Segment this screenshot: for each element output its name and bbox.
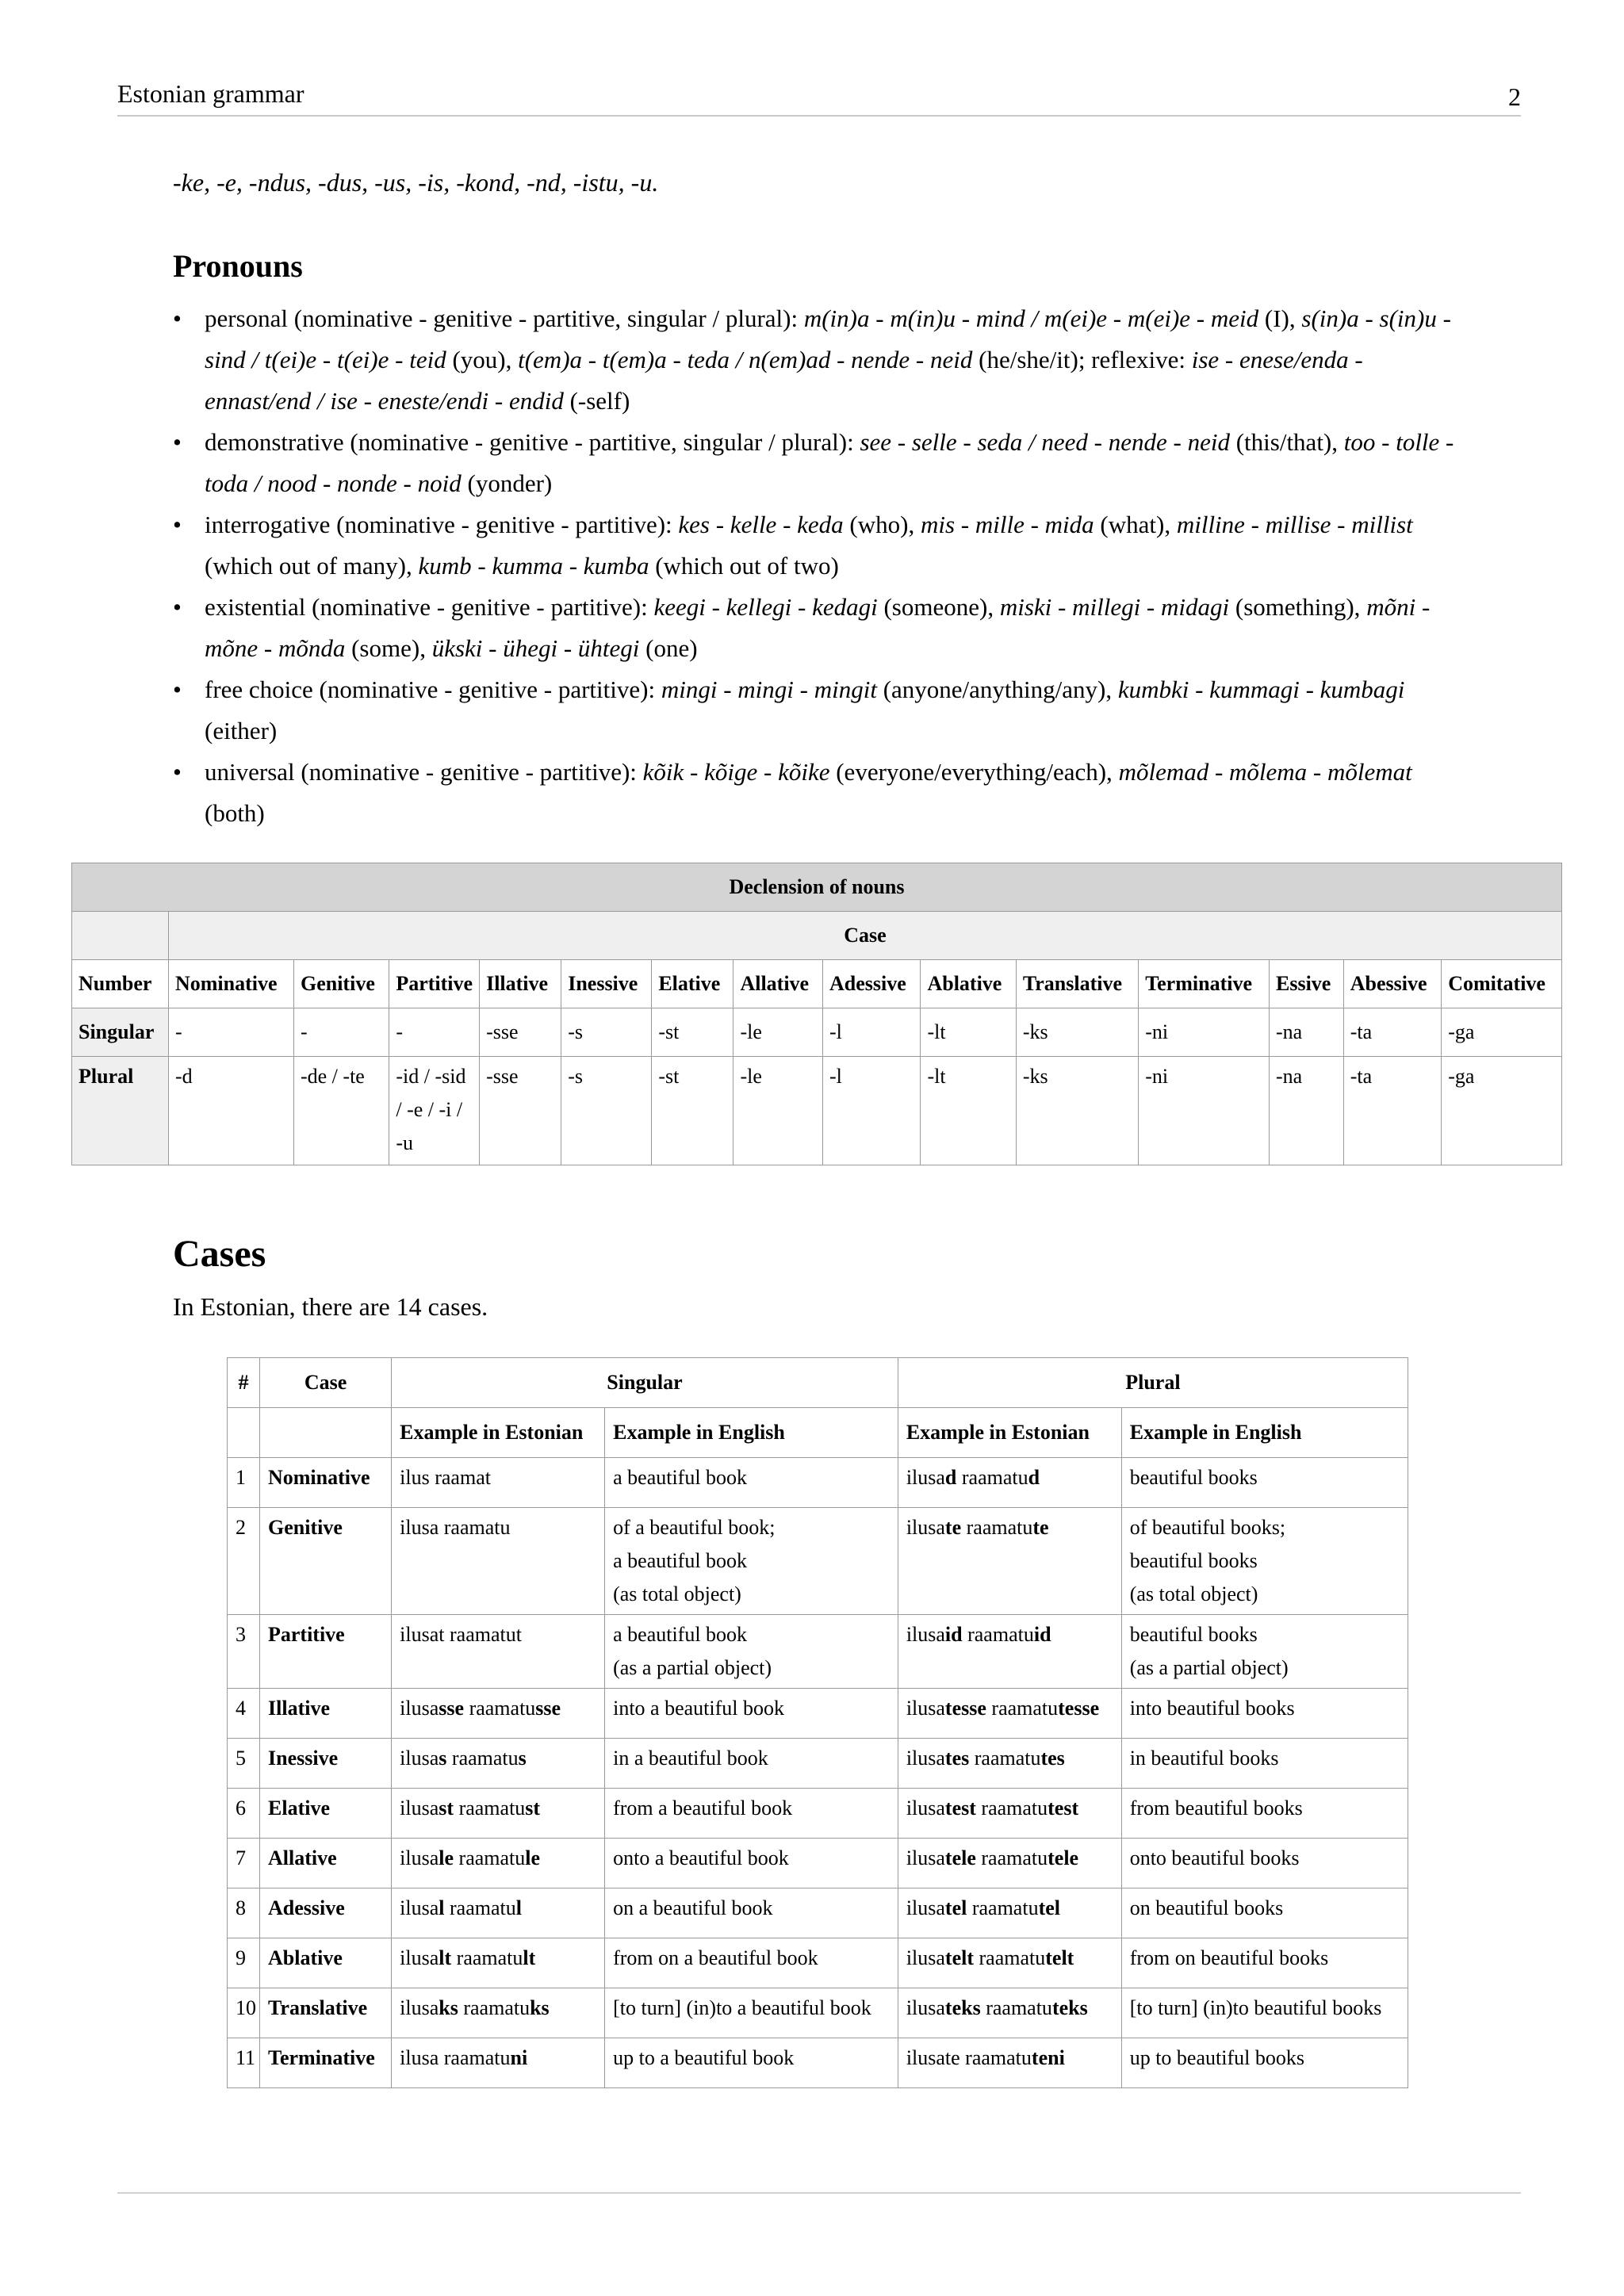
suffix-cell: -st [652,1057,733,1165]
pronoun-forms: too - tolle - toda / nood - nonde - noid [205,428,1454,497]
suffix-cell: - [389,1008,480,1057]
cases-table [227,1357,1408,2088]
word-stem: raamatu [975,1846,1048,1869]
case-name: Illative [260,1689,392,1739]
case-number: 10 [228,1988,260,2038]
case-column-header: Allative [733,960,823,1008]
plural-estonian-example [898,1789,1121,1839]
case-ending: telt [944,1946,975,1969]
case-name: Allative [260,1839,392,1888]
translation-line: a beautiful book [613,1549,748,1572]
plural-english-example [1121,1839,1408,1888]
translation-line: a beautiful book [613,1466,748,1489]
pronoun-forms: s(in)a - s(in)u - sind / t(ei)e - t(ei)e - teid [205,304,1451,373]
word-stem: raamatu [956,1466,1028,1489]
pronoun-list-item [173,422,1457,504]
singular-estonian-example [392,1615,605,1689]
plural-estonian-example [898,1988,1121,2038]
plural-english-example [1121,2038,1408,2088]
singular-estonian-example [392,1789,605,1839]
suffix-cell: -sse [480,1008,561,1057]
plural-english-example [1121,1938,1408,1988]
translation-line: beautiful books [1129,1623,1258,1646]
plural-group-header: Plural [898,1358,1408,1408]
pronoun-description: demonstrative (nominative - genitive - partitive, singular / plural): [205,428,860,456]
case-column-header: Essive [1269,960,1343,1008]
singular-estonian-example [392,1988,605,2038]
translation-line: into beautiful books [1129,1697,1295,1720]
case-row [228,1988,1408,2038]
word-stem: ilusa [400,1797,439,1820]
word-stem: ilusate raamatu [906,2046,1032,2069]
pronoun-description: (which out of two) [649,552,839,580]
case-number: 3 [228,1615,260,1689]
translation-line: on beautiful books [1129,1896,1284,1919]
suffix-cell: -d [168,1057,293,1165]
word-stem: ilusa [400,1946,439,1969]
word-stem: raamatu [444,1896,516,1919]
footer-divider [117,2192,1521,2194]
word-stem: ilusa [400,1697,439,1720]
word-stem: ilusa [906,1697,945,1720]
singular-estonian-example [392,1508,605,1615]
suffix-cell: -ga [1442,1008,1562,1057]
suffix-cell: -s [561,1057,652,1165]
word-stem: ilusa [906,1896,945,1919]
case-ending: teks [1051,1996,1088,2019]
pronoun-description: (one) [639,634,698,662]
case-number: 2 [228,1508,260,1615]
case-name: Genitive [260,1508,392,1615]
pronoun-description: (who), [843,511,921,538]
case-ending: te [944,1516,962,1539]
plural-english-example [1121,1739,1408,1789]
case-name: Translative [260,1988,392,2038]
translation-line: (as a partial object) [613,1656,772,1679]
suffix-cell: -sse [480,1057,561,1165]
case-column-header: Abessive [1343,960,1442,1008]
case-name: Partitive [260,1615,392,1689]
plural-english-example [1121,1615,1408,1689]
suffix-cell: -na [1269,1008,1343,1057]
pronoun-description: (everyone/everything/each), [829,758,1119,786]
plural-estonian-example [898,1689,1121,1739]
suffix-cell: -id / -sid / -e / -i / -u [389,1057,480,1165]
case-ending: tes [944,1747,970,1770]
pronoun-description: (-self) [563,387,630,415]
pronoun-forms: ükski - ühegi - ühtegi [431,634,640,662]
case-ending: s [439,1747,447,1770]
case-row [228,1508,1408,1615]
pronoun-bullet-list [173,298,1457,834]
case-ending: te [1032,1516,1049,1539]
case-column-header: Inessive [561,960,652,1008]
translation-line: of beautiful books; [1129,1516,1286,1539]
case-ending: tesse [1058,1697,1100,1720]
case-ending: lt [523,1946,536,1969]
plural-estonian-example [898,1508,1121,1615]
empty-header-cell [72,912,169,960]
pronoun-forms: t(em)a - t(em)a - teda / n(em)ad - nende - neid [518,346,973,373]
word-stem: raamatu [980,1996,1052,2019]
suffix-cell: -ta [1343,1057,1442,1165]
plural-estonian-example [898,2038,1121,2088]
pronoun-description: (anyone/anything/any), [876,675,1118,703]
suffix-cell: -s [561,1008,652,1057]
header-divider [117,115,1521,117]
word-stem: raamatu [962,1623,1034,1646]
translation-line: into a beautiful book [613,1697,785,1720]
case-column-header: Comitative [1442,960,1562,1008]
case-number: 9 [228,1938,260,1988]
case-ending: ks [439,1996,458,2019]
word-stem: ilusa raamatu [400,1516,511,1539]
pronoun-description: (which out of many), [205,552,419,580]
plural-english-header: Example in English [1121,1408,1408,1458]
plural-estonian-example [898,1888,1121,1938]
word-stem: ilusa [400,1747,439,1770]
word-stem: ilusat raamatut [400,1623,522,1646]
singular-group-header: Singular [392,1358,898,1408]
plural-estonian-example [898,1938,1121,1988]
plural-english-example [1121,1689,1408,1739]
word-stem: raamatu [454,1846,526,1869]
translation-line: [to turn] (in)to beautiful books [1129,1996,1382,2019]
case-ending: teks [944,1996,981,2019]
case-ending: le [439,1846,454,1869]
number-column-header: # [228,1358,260,1408]
pronoun-description: (you), [446,346,519,373]
case-ending: tel [944,1896,967,1919]
translation-line: of a beautiful book; [613,1516,776,1539]
pronoun-list-item [173,587,1457,669]
cases-intro-text: In Estonian, there are 14 cases. [173,1292,488,1321]
case-number: 7 [228,1839,260,1888]
translation-line: [to turn] (in)to a beautiful book [613,1996,871,2019]
declension-row [72,1057,1562,1165]
section-heading-cases: Cases [173,1233,266,1275]
suffix-cell: -le [733,1008,823,1057]
singular-english-example [605,1938,898,1988]
case-column-header: Nominative [168,960,293,1008]
case-number: 11 [228,2038,260,2088]
pronoun-description: interrogative (nominative - genitive - partitive): [205,511,679,538]
case-ending: st [525,1797,541,1820]
case-row [228,1938,1408,1988]
word-stem: raamatu [967,1896,1039,1919]
pronoun-description: (someone), [877,593,1000,621]
case-number: 4 [228,1689,260,1739]
singular-estonian-example [392,1888,605,1938]
suffix-cell: - [293,1008,389,1057]
pronoun-forms: kes - kelle - keda [678,511,844,538]
pronoun-forms: m(in)a - m(in)u - mind / m(ei)e - m(ei)e - meid [803,304,1259,332]
case-column-header: Terminative [1139,960,1270,1008]
translation-line: onto a beautiful book [613,1846,789,1869]
pronoun-description: (this/that), [1229,428,1344,456]
word-stem: ilusa [906,1747,945,1770]
singular-english-example [605,1458,898,1508]
word-stem: raamatu [464,1697,536,1720]
singular-english-example [605,1615,898,1689]
case-name: Nominative [260,1458,392,1508]
number-row-header: Singular [72,1008,169,1057]
case-ending: l [515,1896,522,1919]
translation-line: from on a beautiful book [613,1946,818,1969]
singular-english-example [605,1508,898,1615]
pronoun-list-item [173,504,1457,587]
word-stem: ilusa [906,1846,945,1869]
case-ending: test [944,1797,976,1820]
case-ending: ni [510,2046,528,2069]
pronoun-forms: milline - millise - millist [1176,511,1413,538]
pronoun-forms: kumb - kumma - kumba [418,552,649,580]
translation-line: up to a beautiful book [613,2046,795,2069]
case-row [228,1615,1408,1689]
case-ending: d [944,1466,957,1489]
pronoun-forms: mingi - mingi - mingit [661,675,877,703]
word-stem: raamatu [986,1697,1059,1720]
word-stem: ilusa [906,1797,945,1820]
suffix-cell: -lt [921,1057,1016,1165]
page-number: 2 [1508,82,1521,111]
plural-estonian-example [898,1739,1121,1789]
singular-english-example [605,2038,898,2088]
suffix-cell: -ks [1016,1057,1138,1165]
translation-line: from a beautiful book [613,1797,793,1820]
translation-line: a beautiful book [613,1623,748,1646]
case-ending: telt [1045,1946,1074,1969]
singular-estonian-example [392,1739,605,1789]
case-name: Adessive [260,1888,392,1938]
suffix-cell: -lt [921,1008,1016,1057]
pronoun-forms: kumbki - kummagi - kumbagi [1117,675,1405,703]
pronoun-list-item [173,669,1457,752]
case-name: Ablative [260,1938,392,1988]
suffix-cell: -ks [1016,1008,1138,1057]
singular-english-header: Example in English [605,1408,898,1458]
word-stem: raamatu [458,1996,530,2019]
plural-english-example [1121,1789,1408,1839]
case-ending: le [525,1846,541,1869]
case-row [228,1839,1408,1888]
suffix-cell: -ni [1139,1057,1270,1165]
plural-english-example [1121,1988,1408,2038]
word-stem: raamatu [975,1797,1048,1820]
case-ending: sse [439,1697,465,1720]
pronoun-forms: kõik - kõige - kõike [642,758,830,786]
translation-line: (as a partial object) [1129,1656,1289,1679]
case-row [228,1689,1408,1739]
suffix-cell: -l [822,1057,921,1165]
pronoun-description: (what), [1094,511,1177,538]
pronoun-forms: ise - enese/enda - ennast/end / ise - eneste/endi - endid [205,346,1363,415]
case-row [228,1739,1408,1789]
pronoun-forms: see - selle - seda / need - nende - neid [860,428,1230,456]
plural-english-example [1121,1458,1408,1508]
singular-estonian-example [392,2038,605,2088]
word-stem: raamatu [446,1747,519,1770]
case-ending: st [439,1797,454,1820]
word-stem: ilusa [400,1846,439,1869]
case-column-header: Illative [480,960,561,1008]
pronoun-list-item [173,298,1457,422]
case-ending: tel [1038,1896,1060,1919]
case-ending: s [518,1747,527,1770]
word-stem: raamatu [961,1516,1033,1539]
case-number: 8 [228,1888,260,1938]
word-stem: ilusa [906,1466,945,1489]
singular-estonian-example [392,1458,605,1508]
singular-english-example [605,1739,898,1789]
suffix-cell: -st [652,1008,733,1057]
case-ending: tes [1040,1747,1065,1770]
singular-english-example [605,1988,898,2038]
case-row [228,1458,1408,1508]
pronoun-description: personal (nominative - genitive - partitive, singular / plural): [205,304,804,332]
pronoun-list-item [173,752,1457,834]
case-name: Terminative [260,2038,392,2088]
singular-estonian-header: Example in Estonian [392,1408,605,1458]
case-column-header: Adessive [822,960,921,1008]
suffix-list-line: -ke, -e, -ndus, -dus, -us, -is, -kond, -nd, -istu, -u. [173,168,659,197]
singular-english-example [605,1839,898,1888]
case-ending: sse [535,1697,561,1720]
word-stem: ilusa raamatu [400,2046,511,2069]
translation-line: (as total object) [613,1582,741,1605]
case-ending: test [1048,1797,1079,1820]
translation-line: in a beautiful book [613,1747,768,1770]
suffix-cell: -le [733,1057,823,1165]
pronoun-forms: mõlemad - mõlema - mõlemat [1118,758,1412,786]
case-name: Inessive [260,1739,392,1789]
plural-estonian-header: Example in Estonian [898,1408,1121,1458]
case-column-header: Partitive [389,960,480,1008]
case-column-header: Ablative [921,960,1016,1008]
running-header-title: Estonian grammar [117,79,304,108]
pronoun-forms: keegi - kellegi - kedagi [653,593,878,621]
word-stem: ilus raamat [400,1466,491,1489]
translation-line: from beautiful books [1129,1797,1303,1820]
plural-estonian-example [898,1458,1121,1508]
plural-estonian-example [898,1615,1121,1689]
translation-line: from on beautiful books [1129,1946,1329,1969]
suffix-cell: - [168,1008,293,1057]
suffix-cell: -l [822,1008,921,1057]
case-column-header: Translative [1016,960,1138,1008]
suffix-cell: -ga [1442,1057,1562,1165]
pronoun-description: free choice (nominative - genitive - partitive): [205,675,661,703]
case-row [228,1888,1408,1938]
case-name: Elative [260,1789,392,1839]
case-number: 6 [228,1789,260,1839]
pronoun-description: (something), [1229,593,1367,621]
word-stem: raamatu [969,1747,1041,1770]
case-row [228,2038,1408,2088]
translation-line: beautiful books [1129,1466,1258,1489]
word-stem: ilusa [906,1996,945,2019]
case-ending: d [1028,1466,1040,1489]
case-ending: ks [530,1996,550,2019]
singular-estonian-example [392,1689,605,1739]
section-heading-pronouns: Pronouns [173,248,303,284]
word-stem: ilusa [906,1623,945,1646]
word-stem: raamatu [974,1946,1046,1969]
pronoun-description: universal (nominative - genitive - partitive): [205,758,643,786]
case-ending: id [944,1623,963,1646]
singular-english-example [605,1689,898,1739]
number-row-header: Plural [72,1057,169,1165]
word-stem: ilusa [400,1996,439,2019]
singular-english-example [605,1789,898,1839]
pronoun-description: (he/she/it); reflexive: [972,346,1192,373]
number-column-header: Number [72,960,169,1008]
pronoun-description: (I), [1258,304,1302,332]
suffix-cell: -ni [1139,1008,1270,1057]
word-stem: ilusa [906,1516,945,1539]
suffix-cell: -de / -te [293,1057,389,1165]
translation-line: beautiful books [1129,1549,1258,1572]
case-column-header: Case [260,1358,392,1408]
singular-estonian-example [392,1938,605,1988]
pronoun-forms: mõni - mõne - mõnda [205,593,1431,662]
suffix-cell: -ta [1343,1008,1442,1057]
word-stem: raamatu [454,1797,526,1820]
translation-line: up to beautiful books [1129,2046,1304,2069]
case-number: 1 [228,1458,260,1508]
word-stem: ilusa [400,1896,439,1919]
pronoun-description: (both) [205,799,265,827]
case-number: 5 [228,1739,260,1789]
case-column-header: Genitive [293,960,389,1008]
translation-line: in beautiful books [1129,1747,1279,1770]
case-ending: lt [439,1946,452,1969]
pronoun-description: (either) [205,717,278,744]
pronoun-forms: miski - millegi - midagi [999,593,1230,621]
pronoun-forms: mis - mille - mida [920,511,1094,538]
empty-header-cell [260,1408,392,1458]
pronoun-description: existential (nominative - genitive - partitive): [205,593,654,621]
plural-english-example [1121,1888,1408,1938]
declension-table-caption: Declension of nouns [72,863,1562,912]
translation-line: (as total object) [1129,1582,1258,1605]
translation-line: on a beautiful book [613,1896,773,1919]
case-row [228,1789,1408,1839]
plural-estonian-example [898,1839,1121,1888]
word-stem: raamatu [451,1946,523,1969]
plural-english-example [1121,1508,1408,1615]
pronoun-description: (some), [345,634,432,662]
case-group-header: Case [168,912,1561,960]
translation-line: onto beautiful books [1129,1846,1300,1869]
pronoun-description: (yonder) [461,469,553,497]
case-ending: teni [1031,2046,1065,2069]
case-ending: tesse [944,1697,986,1720]
singular-english-example [605,1888,898,1938]
word-stem: ilusa [906,1946,945,1969]
case-ending: tele [944,1846,976,1869]
empty-header-cell [228,1408,260,1458]
suffix-cell: -na [1269,1057,1343,1165]
case-ending: tele [1048,1846,1079,1869]
case-ending: l [439,1896,445,1919]
case-ending: id [1033,1623,1051,1646]
case-column-header: Elative [652,960,733,1008]
declension-row [72,1008,1562,1057]
singular-estonian-example [392,1839,605,1888]
declension-table [71,863,1562,1165]
